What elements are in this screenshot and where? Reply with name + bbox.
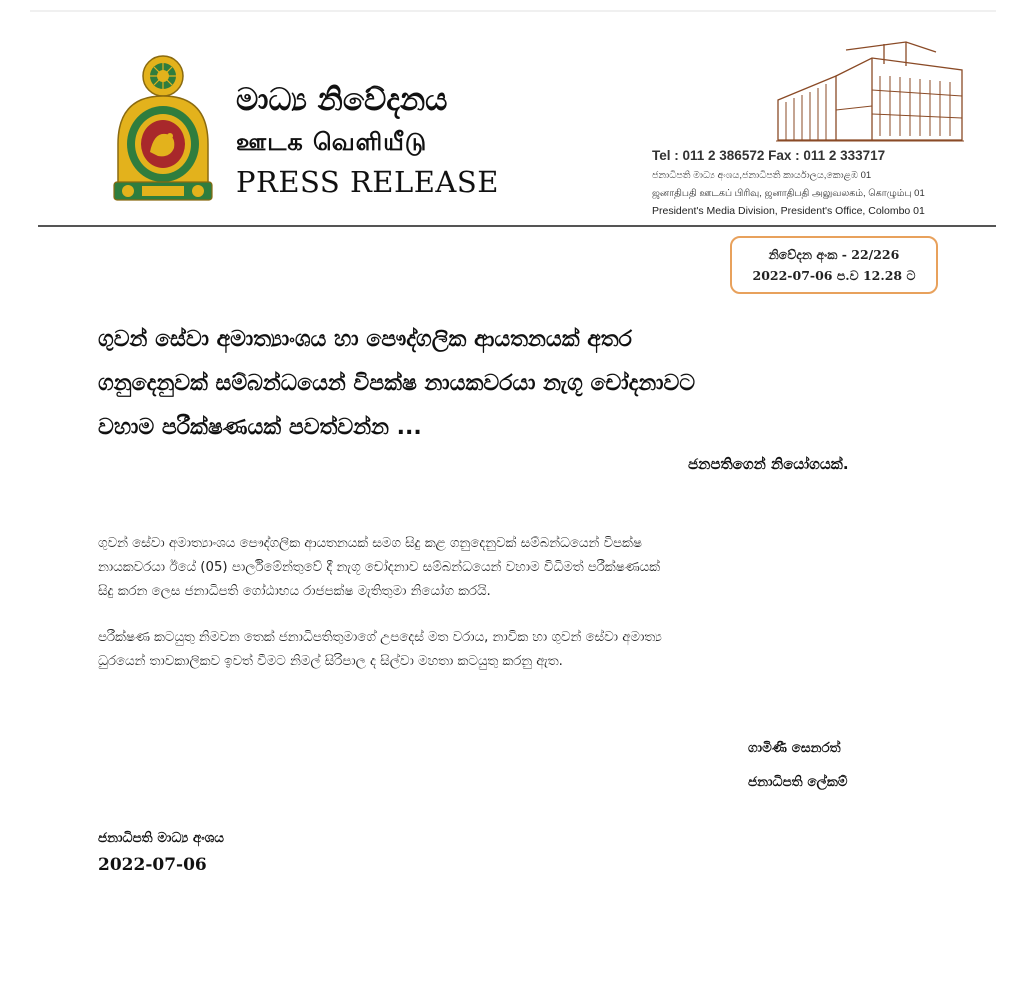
headline-line: වහාම පරීක්ෂණයක් පවත්වන්න ...	[98, 415, 422, 440]
footer-division: ජනාධිපති මාධ්‍ය අංශය	[98, 830, 225, 846]
address-english: President's Media Division, President's Office, Colombo 01	[652, 205, 925, 217]
footer-date: 2022-07-06	[98, 855, 207, 875]
address-tamil: ஜனாதிபதி ஊடகப் பிரிவு, ஜனாதிபதி அலுவலகம், கொழும்பு 01	[652, 188, 925, 199]
sri-lanka-emblem-icon	[108, 52, 218, 204]
address-sinhala: ජනාධිපති මාධ්‍ය අංශය,ජනාධිපති කාර්යාලය,කොළඹ 01	[652, 170, 872, 181]
body-paragraph-1	[98, 532, 938, 604]
top-border	[30, 10, 996, 12]
contact-phone-fax: Tel : 011 2 386572 Fax : 011 2 333717	[652, 148, 886, 163]
header-divider	[38, 225, 996, 227]
reference-datetime: 2022-07-06 ප.ව 12.28 ට	[752, 268, 916, 283]
body-line: සිදු කරන ලෙස ජනාධිපති ගෝඨාභය රාජපක්ෂ මැතිතුමා නියෝග කරයි.	[98, 584, 491, 599]
body-line: පරීක්ෂණ කටයුතු නිමවන තෙක් ජනාධිපතිතුමාගේ උපදෙස් මත වරාය, නාවික හා ගුවන් සේවා අමාත්‍ය	[98, 630, 662, 645]
body-line: ගුවන් සේවා අමාත්‍යාංශය පෞද්ගලික ආයතනයක් සමග සිදු කළ ගනුදෙනුවක් සම්බන්ධයෙන් විපක්ෂ	[98, 536, 642, 551]
title-english: PRESS RELEASE	[236, 165, 499, 199]
body-paragraph-2	[98, 626, 938, 674]
signatory-name: ගාමිණී සෙනරත්	[748, 740, 841, 756]
headline	[98, 318, 928, 450]
presidential-secretariat-building-icon	[776, 40, 964, 144]
body-line: ධුරයෙන් තාවකාලිකව ඉවත් වීමට නිමල් සිරිපාල ද සිල්වා මහතා කටයුතු කරනු ඇත.	[98, 654, 563, 669]
subheadline: ජනපතිගෙන් නියෝගයක්.	[688, 455, 849, 473]
body-line: නායකවරයා ඊයේ (05) පාර්ලිමේන්තුවේ දී නැගූ චෝදනාව සම්බන්ධයෙන් වහාම විධිමත් පරීක්ෂණයක්	[98, 560, 660, 575]
signatory-title: ජනාධිපති ලේකම්	[748, 774, 848, 790]
reference-box	[730, 236, 938, 294]
headline-line: ගනුදෙනුවක් සම්බන්ධයෙන් විපක්ෂ නායකවරයා නැගූ චෝදනාවට	[98, 371, 696, 396]
headline-line: ගුවන් සේවා අමාත්‍යාංශය හා පෞද්ගලික ආයතනයක් අතර	[98, 327, 632, 352]
title-sinhala: මාධ්‍ය නිවේදනය	[236, 82, 448, 118]
reference-number: නිවේදන අංක - 22/226	[768, 247, 900, 262]
title-tamil: ஊடக வெளியீடு	[236, 128, 428, 156]
